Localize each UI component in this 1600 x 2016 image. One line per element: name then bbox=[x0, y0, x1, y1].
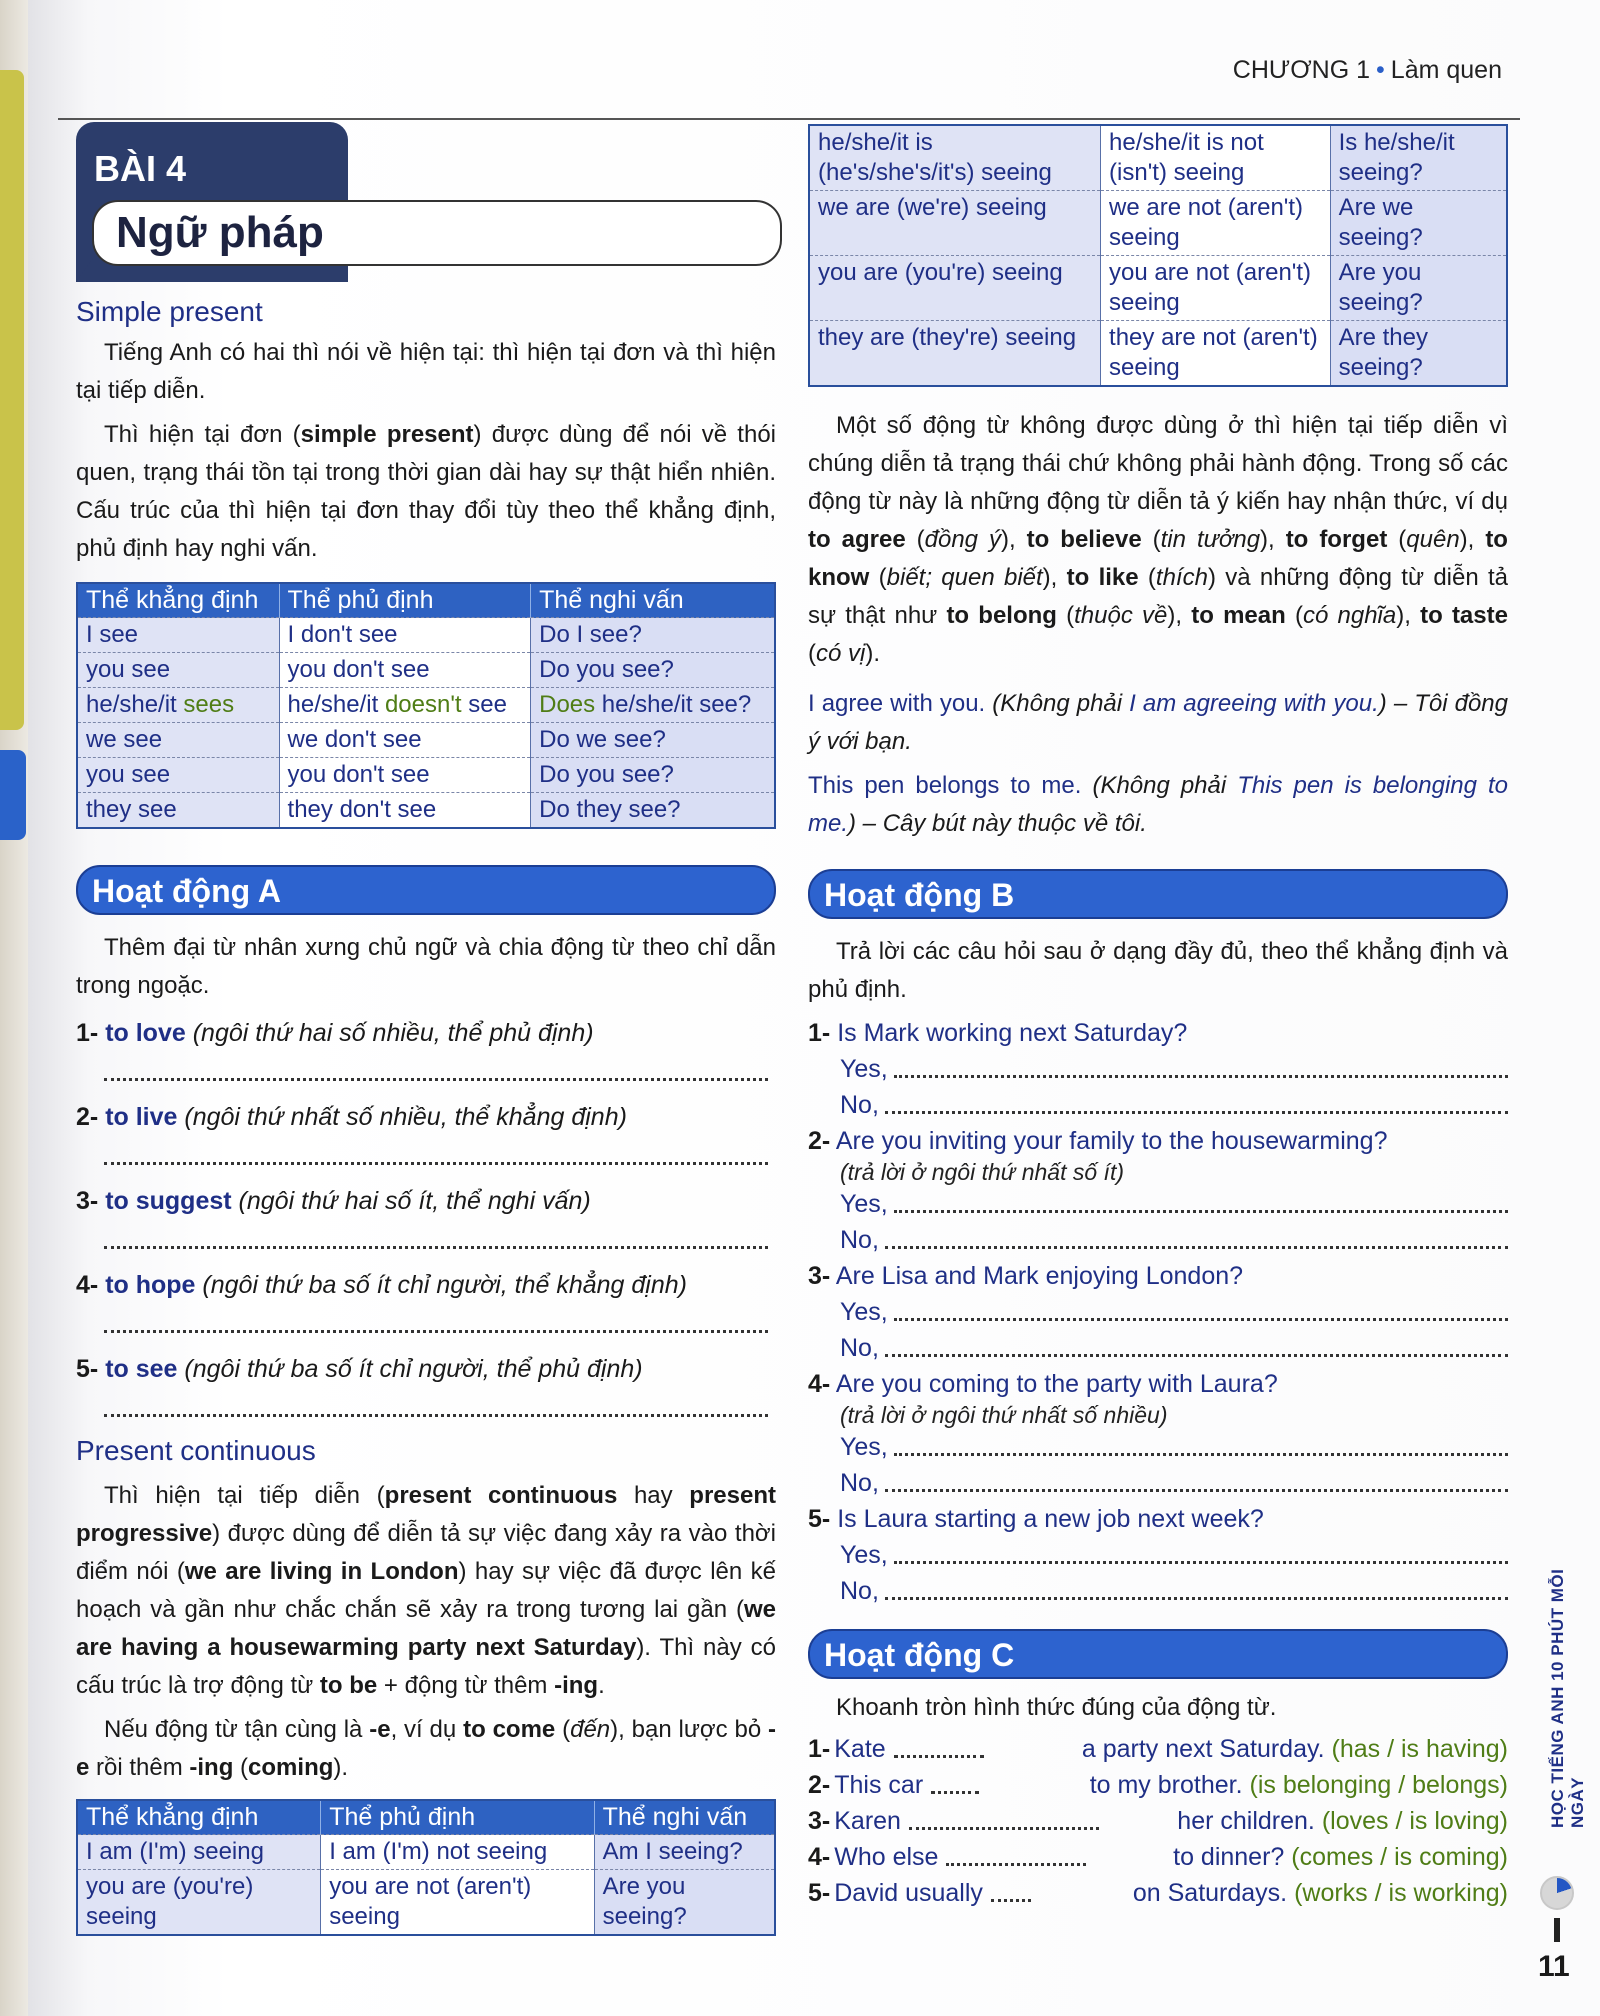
stative-verbs-paragraph: Một số động từ không được dùng ở thì hiện tại tiếp diễn vì chúng diễn tả trạng thái chứ không phải hành động. Trong số các động từ này là những động từ diễn tả ý kiến hay nhận thức, ví dụ to agree (đồng ý), to believe (tin tưởng), to forget (quên), to know (biết; quen biết), to like (thích) và những động từ diễn tả sự thật như to belong (thuộc về), to mean (có nghĩa), to taste (có vị). bbox=[808, 412, 1509, 667]
activity-b-instruction: Trả lời các câu hỏi sau ở dạng đầy đủ, theo thể khẳng định và phủ định. bbox=[808, 938, 1508, 1003]
adjacent-page-yellow-box bbox=[0, 70, 24, 730]
table-row: you see you don't see Do you see? bbox=[77, 758, 775, 793]
question-item: 3- Are Lisa and Mark enjoying London? bbox=[808, 1262, 1244, 1290]
table-row: I see I don't see Do I see? bbox=[77, 618, 775, 653]
lesson-title: Ngữ pháp bbox=[116, 208, 324, 257]
choice-item: 4- Who else to dinner? (comes / is coming) bbox=[808, 1839, 1508, 1875]
table-row: he/she/it is (he's/she's/it's) seeing he/she/it is not (isn't) seeing Is he/she/it seeing? bbox=[809, 125, 1507, 191]
no-answer[interactable]: No, bbox=[840, 1465, 1508, 1501]
answer-blank[interactable] bbox=[991, 1875, 1031, 1902]
activity-a-instruction: Thêm đại từ nhân xưng chủ ngữ và chia động từ theo chỉ dẫn trong ngoặc. bbox=[76, 934, 776, 999]
choice-item: 5- David usually on Saturdays. (works / is working) bbox=[808, 1875, 1508, 1911]
exercise-item: 1- to love (ngôi thứ hai số nhiều, thể phủ định) bbox=[76, 1019, 594, 1047]
clock-icon bbox=[1540, 1876, 1574, 1910]
answer-blank[interactable] bbox=[894, 1731, 984, 1758]
answer-blank[interactable] bbox=[909, 1803, 1099, 1830]
table-row: he/she/it sees he/she/it doesn't see Does he/she/it see? bbox=[77, 688, 775, 723]
verb-options[interactable]: (works / is working) bbox=[1294, 1879, 1508, 1907]
no-answer[interactable]: No, bbox=[840, 1087, 1508, 1123]
answer-blank[interactable] bbox=[931, 1767, 979, 1794]
hint: (trả lời ở ngôi thứ nhất số nhiều) bbox=[840, 1402, 1168, 1428]
table-header: Thể phủ định bbox=[321, 1800, 594, 1835]
activity-c-heading: Hoạt động C bbox=[808, 1629, 1508, 1679]
simple-present-table bbox=[76, 582, 776, 829]
bullet-icon: • bbox=[1376, 56, 1385, 84]
table-header: Thể phủ định bbox=[279, 583, 531, 618]
exercise-item: 5- to see (ngôi thứ ba số ít chỉ người, thể phủ định) bbox=[76, 1355, 643, 1383]
verb-options[interactable]: (is belonging / belongs) bbox=[1249, 1771, 1508, 1799]
table-header: Thể nghi vấn bbox=[594, 1800, 775, 1835]
activity-a-heading: Hoạt động A bbox=[76, 865, 776, 915]
table-row: you are (you're) seeing you are not (aren't) seeing Are you seeing? bbox=[77, 1870, 775, 1936]
chapter-title: Làm quen bbox=[1390, 56, 1502, 84]
adjacent-page-blue-tab bbox=[0, 750, 26, 840]
no-answer[interactable]: No, bbox=[840, 1330, 1508, 1366]
no-answer[interactable]: No, bbox=[840, 1573, 1508, 1609]
verb-options[interactable]: (loves / is loving) bbox=[1321, 1807, 1508, 1835]
table-row: you are (you're) seeing you are not (aren't) seeing Are you seeing? bbox=[809, 256, 1507, 321]
paragraph: Nếu động từ tận cùng là -e, ví dụ to come (đến), bạn lược bỏ -e rồi thêm -ing (coming). bbox=[76, 1716, 777, 1781]
table-header: Thể nghi vấn bbox=[531, 583, 775, 618]
chapter-header bbox=[1233, 56, 1502, 85]
question-item: 2- Are you inviting your family to the housewarming? bbox=[808, 1127, 1388, 1155]
divider bbox=[1554, 1918, 1560, 1942]
table-row: I am (I'm) seeing I am (I'm) not seeing Am I seeing? bbox=[77, 1835, 775, 1870]
exercise-item: 4- to hope (ngôi thứ ba số ít chỉ người, thể khẳng định) bbox=[76, 1271, 687, 1299]
no-answer[interactable]: No, bbox=[840, 1222, 1508, 1258]
yes-answer[interactable]: Yes, bbox=[840, 1186, 1508, 1222]
verb-options[interactable]: (comes / is coming) bbox=[1291, 1843, 1508, 1871]
table-row: they are (they're) seeing they are not (aren't) seeing Are they seeing? bbox=[809, 321, 1507, 387]
yes-answer[interactable]: Yes, bbox=[840, 1294, 1508, 1330]
table-header: Thể khẳng định bbox=[77, 583, 279, 618]
example-sentence: I agree with you. (Không phải I am agreeing with you.) – Tôi đồng ý với bạn. bbox=[808, 690, 1508, 755]
table-row: we see we don't see Do we see? bbox=[77, 723, 775, 758]
lesson-number: BÀI 4 bbox=[94, 148, 187, 189]
chapter-label: CHƯƠNG 1 bbox=[1232, 56, 1371, 84]
answer-blank[interactable] bbox=[946, 1839, 1086, 1866]
present-continuous-table-part1 bbox=[76, 1799, 776, 1936]
lesson-title-box bbox=[92, 200, 782, 266]
page-number: 11 bbox=[1538, 1950, 1570, 1983]
book-title-vertical: HỌC TIẾNG ANH 10 PHÚT MỖI NGÀY bbox=[1548, 1568, 1587, 1828]
exercise-item: 2- to live (ngôi thứ nhất số nhiều, thể khẳng định) bbox=[76, 1103, 627, 1131]
section-heading-simple-present: Simple present bbox=[76, 296, 263, 327]
question-item: 5- Is Laura starting a new job next week? bbox=[808, 1505, 1264, 1533]
section-heading-present-continuous: Present continuous bbox=[76, 1435, 316, 1466]
choice-item: 3- Karen her children. (loves / is loving) bbox=[808, 1803, 1508, 1839]
answer-blank[interactable] bbox=[104, 1151, 768, 1165]
verb-options[interactable]: (has / is having) bbox=[1331, 1735, 1508, 1763]
activity-b-heading: Hoạt động B bbox=[808, 869, 1508, 919]
right-column bbox=[808, 124, 1508, 1911]
question-item: 4- Are you coming to the party with Laura? bbox=[808, 1370, 1278, 1398]
hint: (trả lời ở ngôi thứ nhất số ít) bbox=[840, 1159, 1124, 1185]
present-continuous-table-part2 bbox=[808, 124, 1508, 387]
activity-b-items bbox=[808, 1015, 1508, 1609]
adjacent-page-edge bbox=[0, 0, 28, 2016]
table-header: Thể khẳng định bbox=[77, 1800, 321, 1835]
yes-answer[interactable]: Yes, bbox=[840, 1051, 1508, 1087]
paragraph: Thì hiện tại tiếp diễn (present continuous hay present progressive) được dùng để diễn tả sự việc đang xảy ra vào thời điểm nói (we are living in London) hay sự việc đã được lên kế hoạch và gần như chắc chắn sẽ xảy ra trong tương lai gần (we are having a housewarming party next Saturday). Thì này có cấu trúc là trợ động từ to be + động từ thêm -ing. bbox=[76, 1482, 776, 1699]
choice-item: 2- This car to my brother. (is belonging / belongs) bbox=[808, 1767, 1508, 1803]
yes-answer[interactable]: Yes, bbox=[840, 1429, 1508, 1465]
paragraph: Tiếng Anh có hai thì nói về hiện tại: thì hiện tại đơn và thì hiện tại tiếp diễn. bbox=[76, 339, 776, 404]
example-sentence: This pen belongs to me. (Không phải This pen is belonging to me.) – Cây bút này thuộc về tôi. bbox=[808, 772, 1508, 837]
yes-answer[interactable]: Yes, bbox=[840, 1537, 1508, 1573]
answer-blank[interactable] bbox=[104, 1235, 768, 1249]
table-row: they see they don't see Do they see? bbox=[77, 793, 775, 829]
answer-blank[interactable] bbox=[104, 1319, 768, 1333]
activity-c-items bbox=[808, 1731, 1508, 1911]
table-row: we are (we're) seeing we are not (aren't) seeing Are we seeing? bbox=[809, 191, 1507, 256]
answer-blank[interactable] bbox=[104, 1067, 768, 1081]
choice-item: 1- Kate a party next Saturday. (has / is having) bbox=[808, 1731, 1508, 1767]
header-rule bbox=[58, 118, 1520, 120]
table-row: you see you don't see Do you see? bbox=[77, 653, 775, 688]
question-item: 1- Is Mark working next Saturday? bbox=[808, 1019, 1188, 1047]
exercise-item: 3- to suggest (ngôi thứ hai số ít, thể nghi vấn) bbox=[76, 1187, 591, 1215]
paragraph: Thì hiện tại đơn (simple present) được dùng để nói về thói quen, trạng thái tồn tại trong thời gian dài hay sự thật hiển nhiên. Cấu trúc của thì hiện tại đơn thay đổi tùy theo thể khẳng định, phủ định hay nghi vấn. bbox=[76, 421, 776, 562]
activity-c-instruction: Khoanh tròn hình thức đúng của động từ. bbox=[836, 1694, 1277, 1721]
answer-blank[interactable] bbox=[104, 1403, 768, 1417]
left-column bbox=[76, 296, 776, 1936]
